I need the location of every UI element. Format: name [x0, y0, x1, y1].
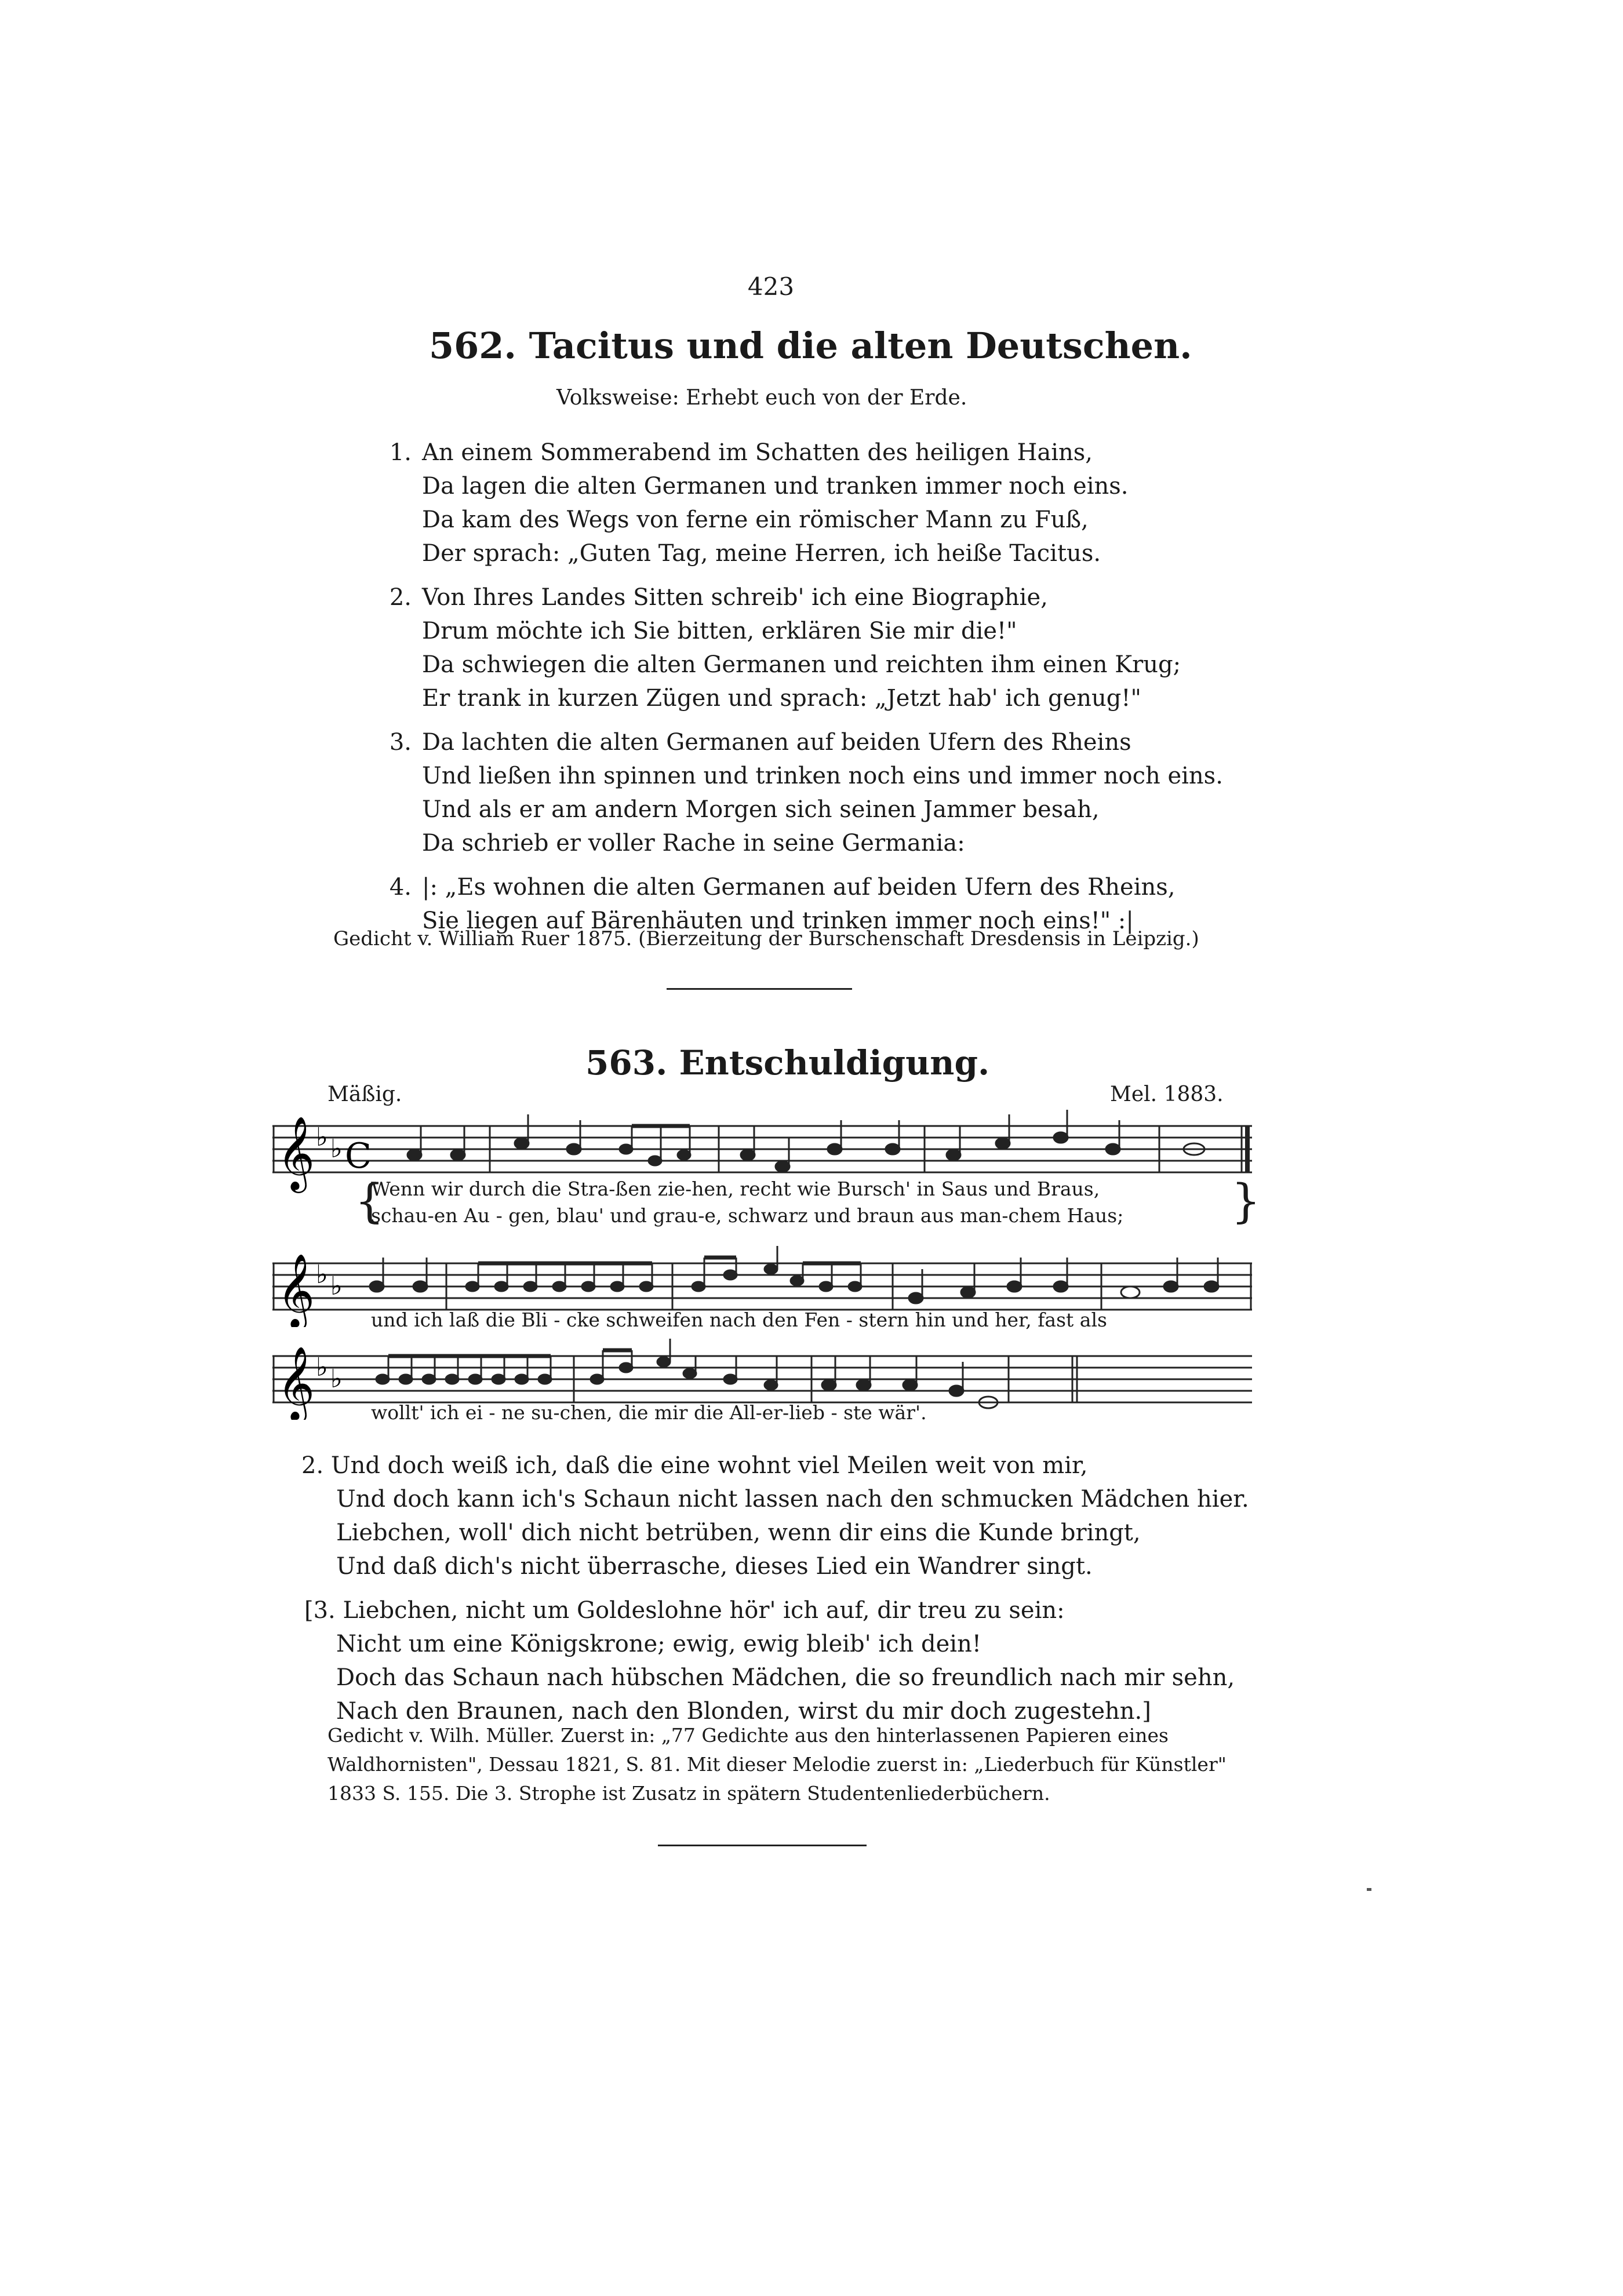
stanza-number: 3.	[389, 729, 412, 756]
lyrics-row-2: und ich laß die Bli - cke schweifen nach den Fen - stern hin und her, fast als	[371, 1309, 1107, 1331]
flat-sign-icon: ♭	[330, 1271, 343, 1301]
song-563-heading	[585, 1043, 989, 1083]
verse-line: Nach den Braunen, nach den Blonden, wirst du mir doch zugestehn.]	[336, 1698, 1151, 1725]
verse-line: Liebchen, woll' dich nicht betrüben, wenn dir eins die Kunde bringt,	[336, 1519, 1141, 1546]
verse-line: |: „Es wohnen die alten Germanen auf beiden Ufern des Rheins,	[422, 874, 1176, 901]
stanza-number: 4.	[389, 874, 412, 901]
lyrics-row-3: wollt' ich ei - ne su-chen, die mir die All-er-lieb - ste wär'.	[371, 1401, 927, 1424]
treble-clef-icon: 𝄞	[277, 1116, 315, 1190]
song-562-stanzas	[377, 436, 1304, 948]
song-563-number: 563.	[585, 1043, 668, 1083]
lyrics-row-1b: schau-en Au - gen, blau' und grau-e, schwarz und braun aus man-chem Haus;	[371, 1204, 1124, 1227]
lyrics-row-1a: Wenn wir durch die Stra-ßen zie-hen, recht wie Bursch' in Saus und Braus,	[371, 1178, 1100, 1200]
tempo-marking: Mäßig.	[327, 1083, 402, 1106]
flat-sign-icon: ♭	[316, 1353, 328, 1382]
song-562-title: Tacitus und die alten Deutschen.	[529, 325, 1192, 367]
song-562-number: 562.	[429, 325, 517, 367]
verse-line: Sie liegen auf Bärenhäuten und trinken immer noch eins!" :|	[422, 908, 1134, 934]
stanza-2	[301, 1449, 1345, 1583]
stanza-number: 1.	[389, 439, 412, 466]
flat-sign-icon: ♭	[316, 1260, 328, 1289]
verse-line: Nicht um eine Königskrone; ewig, ewig bleib' ich dein!	[336, 1631, 981, 1657]
verse-line: Und daß dich's nicht überrasche, dieses Lied ein Wandrer singt.	[336, 1553, 1093, 1580]
scan-speck	[1367, 1888, 1371, 1891]
verse-line: Und doch kann ich's Schaun nicht lassen nach den schmucken Mädchen hier.	[336, 1486, 1249, 1513]
stanza-1	[377, 436, 1304, 570]
stanza-3	[301, 1594, 1345, 1728]
verse-line: Da lachten die alten Germanen auf beiden Ufern des Rheins	[422, 729, 1131, 756]
verse-line: Er trank in kurzen Zügen und sprach: „Jetzt hab' ich genug!"	[422, 685, 1141, 712]
song-563-stanzas	[301, 1449, 1345, 1739]
section-divider	[658, 1845, 867, 1846]
verse-line: Drum möchte ich Sie bitten, erklären Sie mir die!"	[422, 618, 1017, 644]
melody-year: Mel. 1883.	[1110, 1083, 1224, 1106]
flat-sign-icon: ♭	[316, 1123, 328, 1152]
verse-line: Und ließen ihn spinnen und trinken noch eins und immer noch eins.	[422, 763, 1223, 789]
song-562-melody: Volksweise: Erhebt euch von der Erde.	[556, 386, 967, 410]
song-562-heading	[429, 325, 1192, 367]
verse-line: Da schrieb er voller Rache in seine Germania:	[422, 830, 965, 857]
verse-line: Da lagen die alten Germanen und tranken immer noch eins.	[422, 473, 1129, 500]
song-563-credit: Gedicht v. Wilh. Müller. Zuerst in: „77 Gedichte aus den hinterlassenen Papieren eines Waldhornisten", Dessau 1821, S. 81. Mit dieser Melodie zuerst in: „Liederbuch für Künstler" 1833 S. 155. Die 3. Strophe ist Zusatz in spätern Studentenliederbüchern.	[327, 1724, 1227, 1805]
verse-line: Von Ihres Landes Sitten schreib' ich eine Biographie,	[422, 584, 1048, 611]
song-563-title: Entschuldigung.	[679, 1043, 990, 1083]
verse-line: Da schwiegen die alten Germanen und reichten ihm einen Krug;	[422, 651, 1181, 678]
treble-clef-icon: 𝄞	[277, 1253, 315, 1327]
verse-line: Und als er am andern Morgen sich seinen Jammer besah,	[422, 796, 1100, 823]
page-number: 423	[747, 272, 795, 301]
song-562-credit: Gedicht v. William Ruer 1875. (Bierzeitung der Burschenschaft Dresdensis in Leipzig.)	[333, 927, 1199, 950]
common-time-icon: C	[345, 1136, 372, 1176]
brace-left-icon: {	[355, 1174, 384, 1228]
verse-line: Der sprach: „Guten Tag, meine Herren, ich heiße Tacitus.	[422, 540, 1101, 567]
stanza-number: 2.	[389, 584, 412, 611]
verse-line: An einem Sommerabend im Schatten des heiligen Hains,	[422, 439, 1093, 466]
stanza-3	[377, 726, 1304, 860]
verse-line: Da kam des Wegs von ferne ein römischer Mann zu Fuß,	[422, 506, 1089, 533]
treble-clef-icon: 𝄞	[277, 1346, 315, 1420]
verse-line: [3. Liebchen, nicht um Goldeslohne hör' ich auf, dir treu zu sein:	[304, 1597, 1065, 1624]
flat-sign-icon: ♭	[330, 1364, 343, 1394]
section-divider	[667, 988, 852, 990]
brace-right-icon: }	[1231, 1174, 1261, 1228]
verse-line: 2. Und doch weiß ich, daß die eine wohnt viel Meilen weit von mir,	[301, 1452, 1088, 1479]
stanza-2	[377, 581, 1304, 715]
flat-sign-icon: ♭	[330, 1134, 343, 1164]
verse-line: Doch das Schaun nach hübschen Mädchen, die so freundlich nach mir sehn,	[336, 1664, 1235, 1691]
